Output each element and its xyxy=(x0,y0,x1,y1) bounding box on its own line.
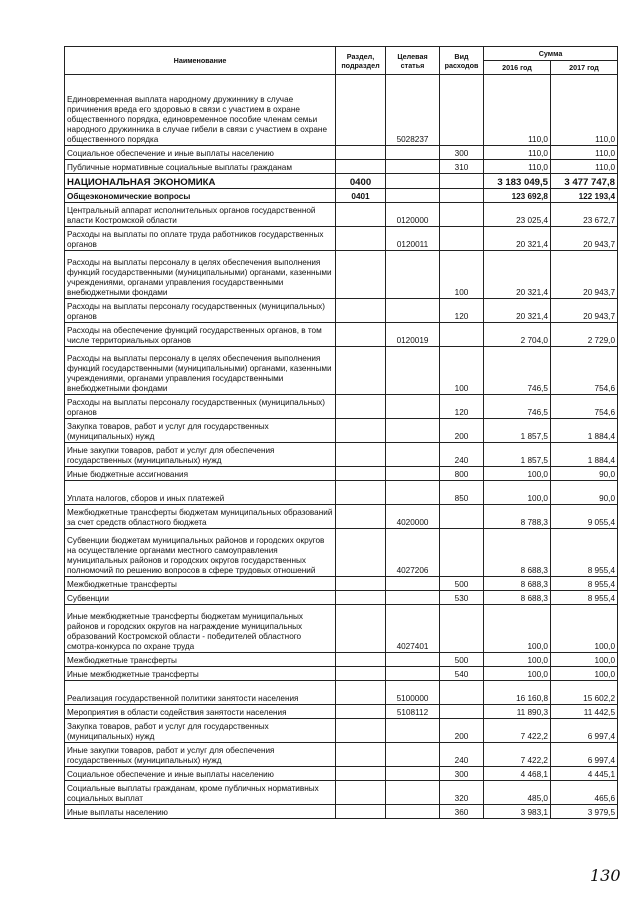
row-name: Расходы на выплаты персоналу в целях обеспечения выполнения функций государственными (муниципальными) органами, казенными учреждениями, органами управления государственными внебюджетными фондами xyxy=(65,251,336,299)
row-sum-2016: 746,5 xyxy=(484,395,551,419)
row-kind: 300 xyxy=(440,146,484,160)
row-target xyxy=(386,174,440,189)
row-sum-2017: 122 193,4 xyxy=(551,189,618,203)
table-row xyxy=(65,251,618,299)
row-section: 0401 xyxy=(336,189,386,203)
row-name: Расходы на обеспечение функций государственных органов, в том числе территориальных органов xyxy=(65,323,336,347)
row-sum-2017: 20 943,7 xyxy=(551,251,618,299)
table-row xyxy=(65,577,618,591)
row-sum-2017: 2 729,0 xyxy=(551,323,618,347)
row-sum-2017: 100,0 xyxy=(551,605,618,653)
row-sum-2017: 100,0 xyxy=(551,653,618,667)
row-section xyxy=(336,781,386,805)
row-sum-2016: 110,0 xyxy=(484,146,551,160)
row-sum-2017: 465,6 xyxy=(551,781,618,805)
row-section xyxy=(336,395,386,419)
row-section xyxy=(336,347,386,395)
row-sum-2017: 15 602,2 xyxy=(551,681,618,705)
row-sum-2017: 9 055,4 xyxy=(551,505,618,529)
row-target xyxy=(386,719,440,743)
row-target xyxy=(386,577,440,591)
table-row xyxy=(65,75,618,146)
row-name: Единовременная выплата народному дружиннику в случае причинения вреда его здоровью в связи с участием в охране общественного порядка, единовременное пособие членам семьи народного дружинника в случае гибели в связи с участием в охране общественного порядка xyxy=(65,75,336,146)
row-sum-2016: 3 183 049,5 xyxy=(484,174,551,189)
row-section xyxy=(336,605,386,653)
row-section xyxy=(336,591,386,605)
row-sum-2016: 1 857,5 xyxy=(484,443,551,467)
table-row xyxy=(65,146,618,160)
row-target xyxy=(386,189,440,203)
row-kind xyxy=(440,505,484,529)
row-target xyxy=(386,395,440,419)
header-section: Раздел, подраздел xyxy=(336,47,386,75)
row-sum-2016: 8 688,3 xyxy=(484,529,551,577)
row-section: 0400 xyxy=(336,174,386,189)
row-section xyxy=(336,505,386,529)
row-target xyxy=(386,467,440,481)
row-name: Иные межбюджетные трансферты бюджетам муниципальных районов и городских округов на награждение муниципальных образований Костромской области - победителей областного смотра-конкурса по охране труда xyxy=(65,605,336,653)
row-name: Мероприятия в области содействия занятости населения xyxy=(65,705,336,719)
row-sum-2016: 20 321,4 xyxy=(484,299,551,323)
row-sum-2017: 23 672,7 xyxy=(551,203,618,227)
row-kind: 100 xyxy=(440,251,484,299)
row-name: Закупка товаров, работ и услуг для государственных (муниципальных) нужд xyxy=(65,719,336,743)
row-sum-2016: 100,0 xyxy=(484,667,551,681)
row-section xyxy=(336,653,386,667)
row-sum-2017: 110,0 xyxy=(551,75,618,146)
row-name: Социальное обеспечение и иные выплаты населению xyxy=(65,767,336,781)
row-sum-2017: 754,6 xyxy=(551,347,618,395)
table-row xyxy=(65,505,618,529)
table-row xyxy=(65,805,618,819)
row-sum-2016: 485,0 xyxy=(484,781,551,805)
row-name: Социальные выплаты гражданам, кроме публичных нормативных социальных выплат xyxy=(65,781,336,805)
row-name: НАЦИОНАЛЬНАЯ ЭКОНОМИКА xyxy=(65,174,336,189)
row-name: Социальное обеспечение и иные выплаты населению xyxy=(65,146,336,160)
row-sum-2016: 123 692,8 xyxy=(484,189,551,203)
row-target xyxy=(386,443,440,467)
row-kind xyxy=(440,529,484,577)
row-sum-2016: 20 321,4 xyxy=(484,251,551,299)
row-sum-2017: 90,0 xyxy=(551,467,618,481)
header-sum: Сумма xyxy=(484,47,618,61)
row-kind xyxy=(440,189,484,203)
row-sum-2016: 8 688,3 xyxy=(484,577,551,591)
row-name: Иные закупки товаров, работ и услуг для обеспечения государственных (муниципальных) нужд xyxy=(65,443,336,467)
row-kind: 310 xyxy=(440,160,484,174)
row-target: 5100000 xyxy=(386,681,440,705)
table-row xyxy=(65,419,618,443)
row-target xyxy=(386,160,440,174)
row-kind: 240 xyxy=(440,443,484,467)
row-kind xyxy=(440,323,484,347)
row-sum-2017: 8 955,4 xyxy=(551,577,618,591)
row-sum-2017: 90,0 xyxy=(551,481,618,505)
row-sum-2017: 754,6 xyxy=(551,395,618,419)
row-name: Расходы на выплаты персоналу государственных (муниципальных) органов xyxy=(65,299,336,323)
row-kind: 850 xyxy=(440,481,484,505)
row-kind: 530 xyxy=(440,591,484,605)
row-name: Субвенции xyxy=(65,591,336,605)
row-sum-2016: 4 468,1 xyxy=(484,767,551,781)
row-section xyxy=(336,160,386,174)
row-sum-2017: 110,0 xyxy=(551,160,618,174)
row-target xyxy=(386,347,440,395)
row-kind xyxy=(440,705,484,719)
row-section xyxy=(336,443,386,467)
row-target: 5028237 xyxy=(386,75,440,146)
row-target xyxy=(386,743,440,767)
row-kind xyxy=(440,203,484,227)
row-sum-2016: 1 857,5 xyxy=(484,419,551,443)
table-body xyxy=(65,75,618,819)
row-sum-2017: 8 955,4 xyxy=(551,529,618,577)
row-section xyxy=(336,667,386,681)
table-row xyxy=(65,203,618,227)
budget-table xyxy=(64,46,618,819)
row-section xyxy=(336,529,386,577)
row-name: Иные бюджетные ассигнования xyxy=(65,467,336,481)
row-target xyxy=(386,767,440,781)
row-sum-2016: 100,0 xyxy=(484,481,551,505)
row-name: Закупка товаров, работ и услуг для государственных (муниципальных) нужд xyxy=(65,419,336,443)
header-year-2017: 2017 год xyxy=(551,61,618,75)
row-sum-2017: 20 943,7 xyxy=(551,299,618,323)
row-kind xyxy=(440,681,484,705)
row-name: Уплата налогов, сборов и иных платежей xyxy=(65,481,336,505)
row-sum-2017: 110,0 xyxy=(551,146,618,160)
row-name: Публичные нормативные социальные выплаты гражданам xyxy=(65,160,336,174)
row-name: Субвенции бюджетам муниципальных районов и городских округов на осуществление органами местного самоуправления муниципальных районов и городских округов государственных полномочий по решению вопросов в сфере трудовых отношений xyxy=(65,529,336,577)
row-section xyxy=(336,767,386,781)
row-kind: 200 xyxy=(440,419,484,443)
row-sum-2017: 100,0 xyxy=(551,667,618,681)
table-row xyxy=(65,481,618,505)
row-section xyxy=(336,227,386,251)
row-sum-2017: 11 442,5 xyxy=(551,705,618,719)
row-name: Межбюджетные трансферты бюджетам муниципальных образований за счет средств областного бюджета xyxy=(65,505,336,529)
row-kind: 120 xyxy=(440,395,484,419)
row-name: Центральный аппарат исполнительных органов государственной власти Костромской области xyxy=(65,203,336,227)
row-name: Реализация государственной политики занятости населения xyxy=(65,681,336,705)
row-sum-2016: 100,0 xyxy=(484,653,551,667)
row-target: 0120000 xyxy=(386,203,440,227)
row-target xyxy=(386,653,440,667)
row-section xyxy=(336,805,386,819)
row-name: Иные выплаты населению xyxy=(65,805,336,819)
row-section xyxy=(336,299,386,323)
row-sum-2016: 23 025,4 xyxy=(484,203,551,227)
table-row xyxy=(65,395,618,419)
row-kind: 200 xyxy=(440,719,484,743)
row-sum-2016: 100,0 xyxy=(484,605,551,653)
table-row xyxy=(65,591,618,605)
row-sum-2017: 6 997,4 xyxy=(551,743,618,767)
table-row xyxy=(65,443,618,467)
row-kind: 240 xyxy=(440,743,484,767)
row-target: 0120019 xyxy=(386,323,440,347)
row-name: Иные закупки товаров, работ и услуг для обеспечения государственных (муниципальных) нужд xyxy=(65,743,336,767)
row-section xyxy=(336,323,386,347)
row-section xyxy=(336,681,386,705)
row-target: 4027401 xyxy=(386,605,440,653)
row-kind: 800 xyxy=(440,467,484,481)
row-sum-2017: 4 445,1 xyxy=(551,767,618,781)
row-kind xyxy=(440,227,484,251)
row-section xyxy=(336,419,386,443)
row-section xyxy=(336,705,386,719)
table-row xyxy=(65,653,618,667)
row-sum-2016: 8 788,3 xyxy=(484,505,551,529)
table-row xyxy=(65,605,618,653)
row-section xyxy=(336,146,386,160)
table-row xyxy=(65,299,618,323)
table-row xyxy=(65,681,618,705)
table-row xyxy=(65,174,618,189)
row-sum-2016: 7 422,2 xyxy=(484,743,551,767)
row-kind: 540 xyxy=(440,667,484,681)
table-row xyxy=(65,189,618,203)
row-sum-2017: 6 997,4 xyxy=(551,719,618,743)
row-name: Общеэкономические вопросы xyxy=(65,189,336,203)
row-target xyxy=(386,781,440,805)
row-name: Расходы на выплаты персоналу в целях обеспечения выполнения функций государственными (муниципальными) органами, казенными учреждениями, органами управления государственными внебюджетными фондами xyxy=(65,347,336,395)
row-kind: 120 xyxy=(440,299,484,323)
row-sum-2016: 100,0 xyxy=(484,467,551,481)
row-target xyxy=(386,481,440,505)
row-target xyxy=(386,299,440,323)
row-section xyxy=(336,203,386,227)
row-kind: 100 xyxy=(440,347,484,395)
header-year-2016: 2016 год xyxy=(484,61,551,75)
row-target: 5108112 xyxy=(386,705,440,719)
row-kind xyxy=(440,174,484,189)
table-row xyxy=(65,743,618,767)
header-target: Целевая статья xyxy=(386,47,440,75)
row-sum-2016: 110,0 xyxy=(484,75,551,146)
row-name: Межбюджетные трансферты xyxy=(65,653,336,667)
row-name: Расходы на выплаты по оплате труда работников государственных органов xyxy=(65,227,336,251)
table-row xyxy=(65,781,618,805)
row-kind: 360 xyxy=(440,805,484,819)
row-kind xyxy=(440,605,484,653)
row-sum-2016: 110,0 xyxy=(484,160,551,174)
row-target: 4027206 xyxy=(386,529,440,577)
header-name: Наименование xyxy=(65,47,336,75)
row-sum-2016: 8 688,3 xyxy=(484,591,551,605)
row-sum-2017: 1 884,4 xyxy=(551,443,618,467)
table-row xyxy=(65,467,618,481)
row-kind: 320 xyxy=(440,781,484,805)
row-target: 4020000 xyxy=(386,505,440,529)
row-sum-2017: 3 477 747,8 xyxy=(551,174,618,189)
row-sum-2017: 8 955,4 xyxy=(551,591,618,605)
row-section xyxy=(336,577,386,591)
row-sum-2016: 2 704,0 xyxy=(484,323,551,347)
row-sum-2016: 7 422,2 xyxy=(484,719,551,743)
row-section xyxy=(336,251,386,299)
page-number: 130 xyxy=(590,866,621,885)
row-name: Межбюджетные трансферты xyxy=(65,577,336,591)
row-sum-2016: 3 983,1 xyxy=(484,805,551,819)
row-sum-2016: 11 890,3 xyxy=(484,705,551,719)
row-sum-2016: 16 160,8 xyxy=(484,681,551,705)
table-row xyxy=(65,705,618,719)
row-target xyxy=(386,805,440,819)
row-section xyxy=(336,719,386,743)
row-target xyxy=(386,591,440,605)
table-row xyxy=(65,719,618,743)
row-kind: 500 xyxy=(440,653,484,667)
row-sum-2017: 20 943,7 xyxy=(551,227,618,251)
table-row xyxy=(65,767,618,781)
table-row xyxy=(65,347,618,395)
row-target: 0120011 xyxy=(386,227,440,251)
table-row xyxy=(65,529,618,577)
row-name: Расходы на выплаты персоналу государственных (муниципальных) органов xyxy=(65,395,336,419)
table-row xyxy=(65,227,618,251)
header-kind: Вид расходов xyxy=(440,47,484,75)
row-sum-2016: 746,5 xyxy=(484,347,551,395)
row-sum-2016: 20 321,4 xyxy=(484,227,551,251)
row-target xyxy=(386,251,440,299)
row-kind xyxy=(440,75,484,146)
row-kind: 500 xyxy=(440,577,484,591)
table-row xyxy=(65,323,618,347)
table-row xyxy=(65,160,618,174)
table-row xyxy=(65,667,618,681)
row-target xyxy=(386,667,440,681)
row-target xyxy=(386,146,440,160)
row-sum-2017: 1 884,4 xyxy=(551,419,618,443)
row-section xyxy=(336,467,386,481)
row-section xyxy=(336,481,386,505)
row-target xyxy=(386,419,440,443)
row-sum-2017: 3 979,5 xyxy=(551,805,618,819)
row-kind: 300 xyxy=(440,767,484,781)
row-section xyxy=(336,75,386,146)
row-section xyxy=(336,743,386,767)
row-name: Иные межбюджетные трансферты xyxy=(65,667,336,681)
